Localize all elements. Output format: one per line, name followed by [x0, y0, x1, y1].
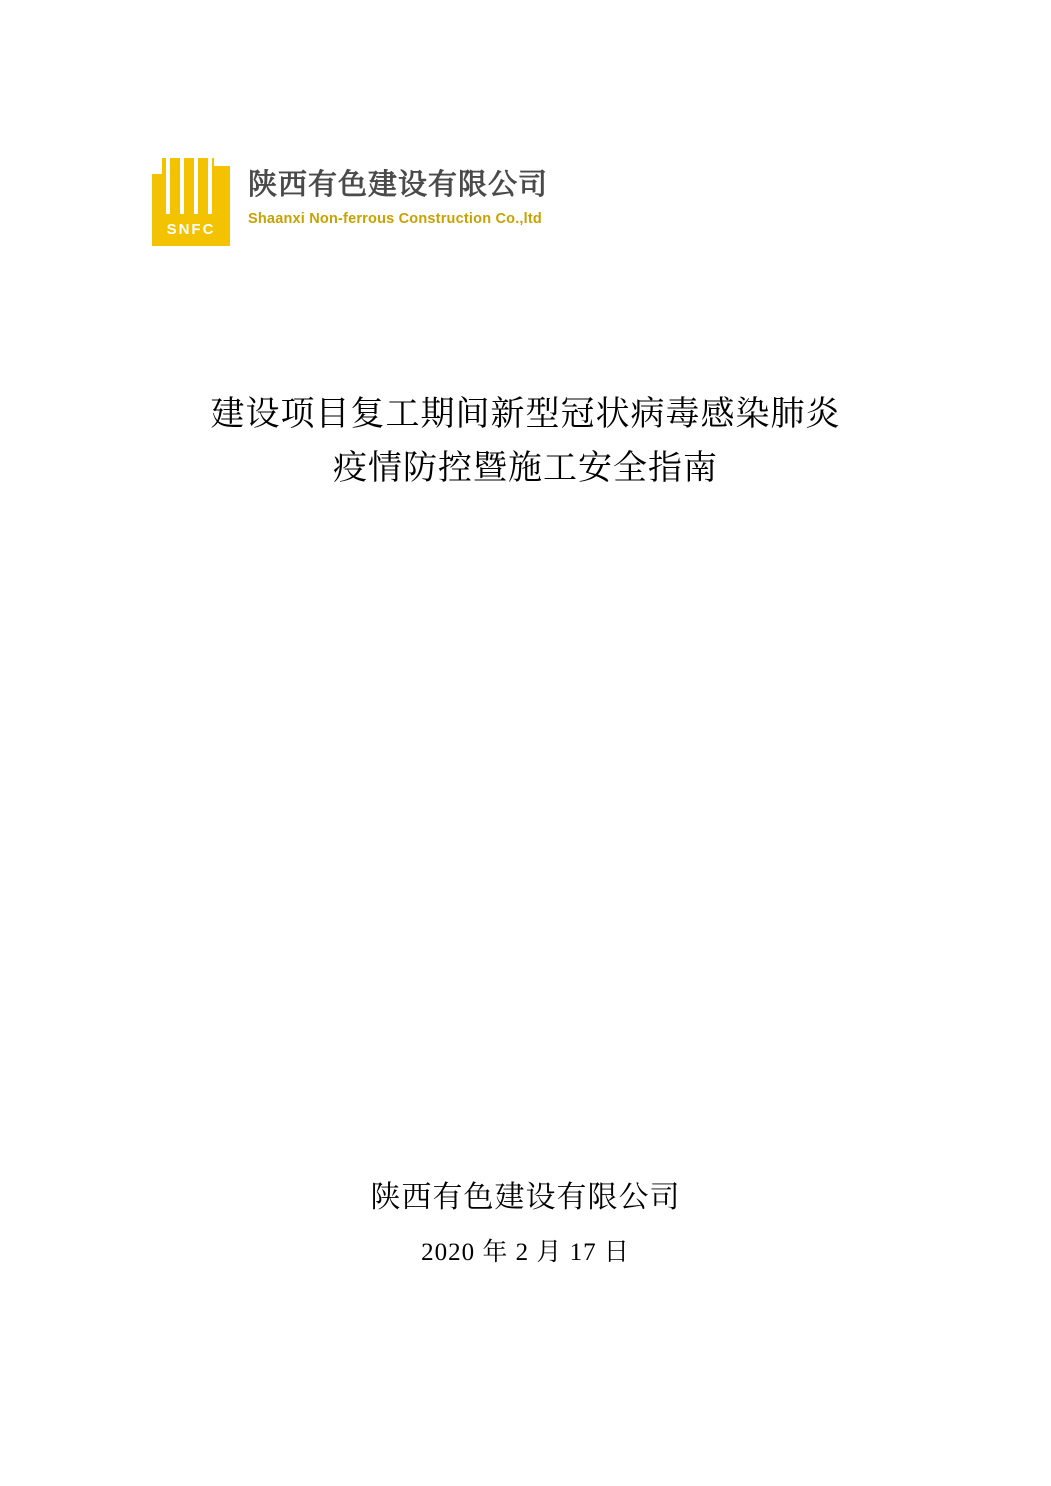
company-logo — [152, 158, 548, 246]
page-title-line-2: 疫情防控暨施工安全指南 — [333, 450, 718, 487]
logo-notch — [214, 158, 230, 166]
page-title-line-1: 建设项目复工期间新型冠状病毒感染肺炎 — [210, 396, 841, 433]
document-date: 2020 年 2 月 17 日 — [421, 1239, 630, 1266]
logo-company-name-cn: 陕西有色建设有限公司 — [248, 169, 549, 201]
logo-notch — [152, 158, 162, 174]
logo-company-name-en: Shaanxi Non-ferrous Construction Co.,ltd — [248, 210, 542, 227]
page-title — [0, 388, 1051, 496]
logo-text-block — [248, 158, 548, 227]
logo-slit — [208, 158, 212, 214]
logo-mark-text: SNFC — [166, 221, 216, 238]
logo-slit — [194, 158, 198, 214]
logo-slit — [166, 158, 170, 214]
snfc-logo-icon — [152, 158, 230, 246]
logo-slit — [180, 158, 184, 214]
issuer-name: 陕西有色建设有限公司 — [370, 1181, 681, 1214]
